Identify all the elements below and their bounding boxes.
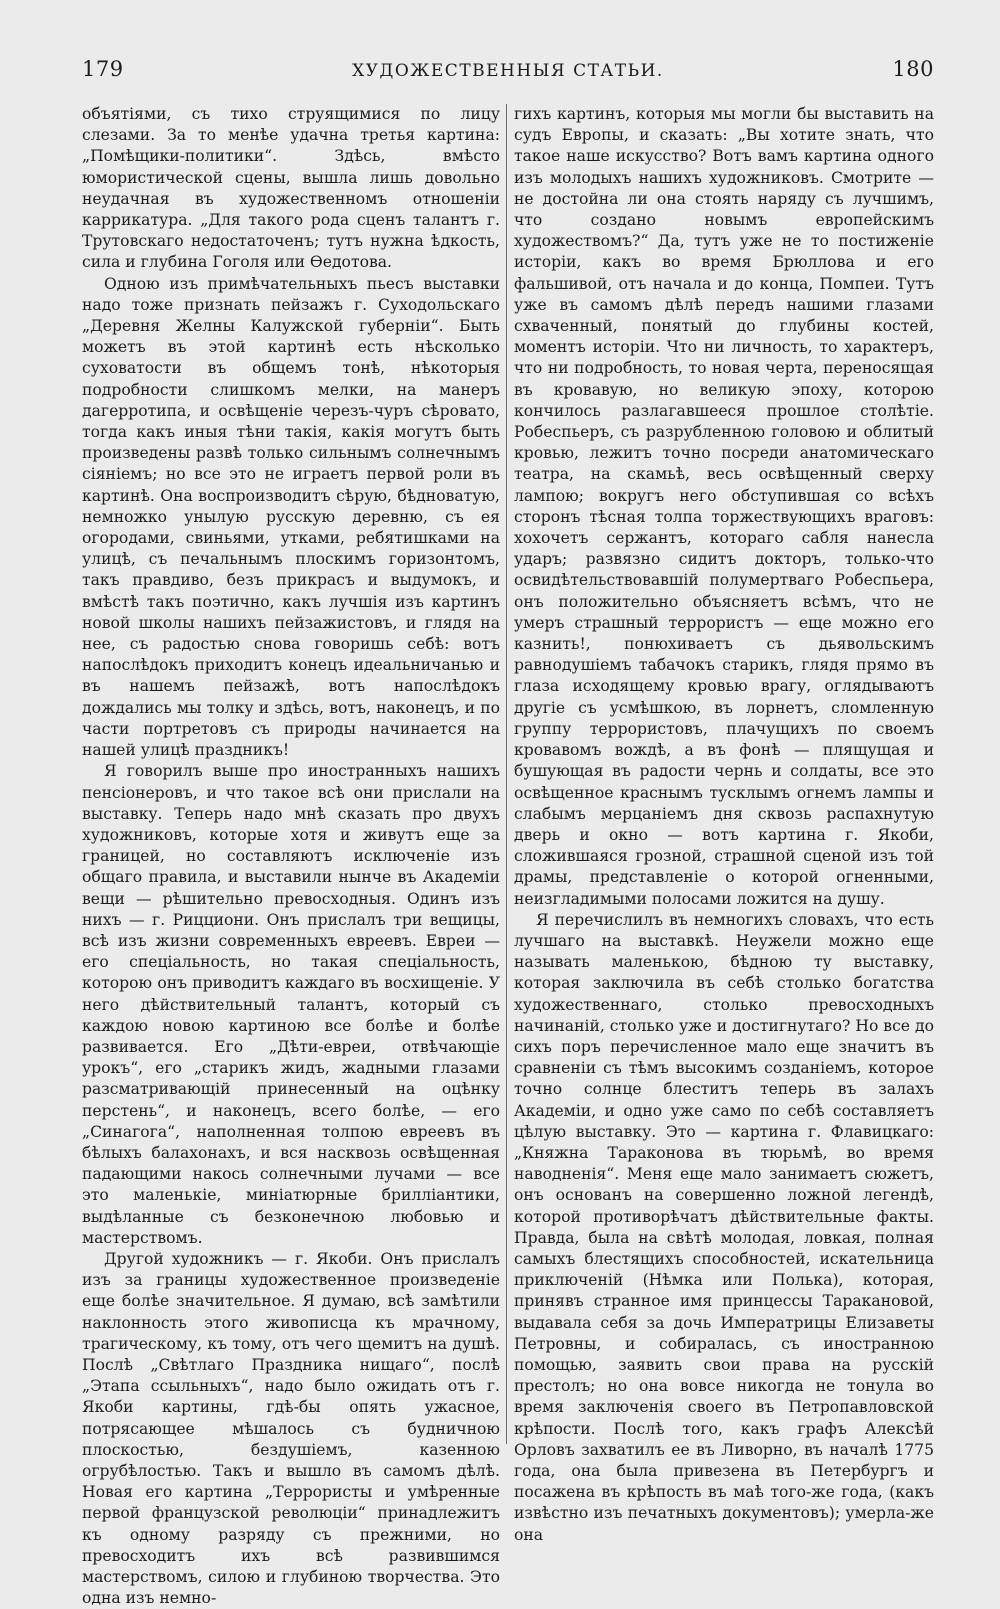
left-column xyxy=(82,104,500,1608)
paragraph: Другой художникъ — г. Якоби. Онъ прислалъ изъ за границы художественное произведеніе еще болѣе значительное. Я думаю, всѣ замѣтили наклонность этого живописца къ мрачному, трагическому, къ тому, отъ чего щемитъ на душѣ. Послѣ „Свѣтлаго Праздника нищаго“, послѣ „Этапа ссыльныхъ“, надо было ожидать отъ г. Якоби картины, гдѣ-бы опять ужасное, потрясающее мѣшалось съ будничною плоскостью, бездушіемъ, казенною огрубѣлостью. Такъ и вышло въ самомъ дѣлѣ. Новая его картина „Террористы и умѣренные первой французской революціи“ принадлежитъ къ одному разряду съ прежними, но превосходитъ ихъ всѣ развившимся мастерствомъ, силою и глубиною творчества. Это одна изъ немно- xyxy=(82,1249,500,1608)
paragraph: объятіями, съ тихо струящимися по лицу слезами. За то менѣе удачна третья картина: „Помѣщики-политики“. Здѣсь, вмѣсто юмористической сцены, вышла лишь довольно неудачная въ художественномъ отношеніи каррикатура. „Для такого рода сценъ талантъ г. Трутовскаго недостаточенъ; тутъ нужна ѣдкость, сила и глубина Гоголя или Ѳедотова. xyxy=(82,105,500,272)
paragraph: Я перечислилъ въ немногихъ словахъ, что есть лучшаго на выставкѣ. Неужели можно еще называть маленькою, бѣдною ту выставку, которая заключила въ себѣ столько богатства художественнаго, столько превосходныхъ начинаній, столько уже и достигнутаго? Но все до сихъ поръ перечисленное мало еще значитъ въ сравненіи съ тѣмъ высокимъ созданіемъ, которое точно солнце блеститъ теперь въ залахъ Академіи, и одно уже само по себѣ составляетъ цѣлую выставку. Это — картина г. Флавицкаго: „Княжна Тараконова въ тюрьмѣ, во время наводненія“. Меня еще мало занимаетъ сюжетъ, онъ основанъ на совершенно ложной легендѣ, которой противорѣчатъ дѣйствительные факты. Правда, была на свѣтѣ молодая, ловкая, полная самыхъ блестящихъ способностей, искательница приключеній (Нѣмка или Полька), которая, принявъ странное имя принцессы Таракановой, выдавала себя за дочь Императрицы Елизаветы Петровны, и собиралась, съ иностранною помощью, заявить свои права на русскій престолъ; но она вовсе никогда не тонула во время заключенія своего въ Петропавловской крѣпости. Послѣ того, какъ графъ Алексѣй Орловъ захватилъ ее въ Ливорно, въ началѣ 1775 года, она была привезена въ Петербургъ и посажена въ крѣпость въ маѣ того-же года, (какъ извѣстно изъ печатныхъ документовъ); умерла-же она xyxy=(514,910,934,1544)
page-header xyxy=(82,56,934,86)
page-number-right: 180 xyxy=(892,57,934,81)
paragraph: Я говорилъ выше про иностранныхъ нашихъ пенсіонеровъ, и что такое всѣ они прислали на выставку. Теперь надо мнѣ сказать про двухъ художниковъ, которые хотя и живутъ еще за границей, но составляютъ исключеніе изъ общаго правила, и выставили нынче въ Академіи вещи — рѣшительно превосходныя. Одинъ изъ нихъ — г. Рицциони. Онъ прислалъ три вещицы, всѣ изъ жизни современныхъ евреевъ. Евреи — его спеціальность, но такая спеціальность, которою онъ приводитъ каждаго въ восхищеніе. У него дѣйствительный талантъ, который съ каждою новою картиною все болѣе и болѣе развивается. Его „Дѣти-евреи, отвѣчающіе урокъ“, его „старикъ жидъ, жадными глазами разсматривающій принесенный на оцѣнку перстень“, и наконецъ, всего болѣе, — его „Синагога“, наполненная толпою евреевъ въ бѣлыхъ балахонахъ, и вся насквозь освѣщенная падающими накось солнечными лучами — все это маленькіе, миніатюрные брилліантики, выдѣланные съ безконечною любовью и мастерствомъ. xyxy=(82,762,500,1247)
running-title: ХУДОЖЕСТВЕННЫЯ СТАТЬИ. xyxy=(352,61,664,81)
paragraph: Одною изъ примѣчательныхъ пьесъ выставки надо тоже признать пейзажъ г. Суходольскаго „Деревня Желны Калужской губерніи“. Быть можетъ въ этой картинѣ есть нѣсколько суховатости въ общемъ тонѣ, нѣкоторыя подробности слишкомъ мелки, на манеръ дагерротипа, и освѣщеніе черезъ-чуръ сѣровато, тогда какъ иныя тѣни такія, какія могутъ быть произведены развѣ только сильнымъ солнечнымъ сіяніемъ; но все это не играетъ первой роли въ картинѣ. Она воспроизводитъ сѣрую, бѣдноватую, немножко унылую русскую деревню, съ ея огородами, свиньями, утками, ребятишками на улицѣ, съ печальнымъ плоскимъ горизонтомъ, такъ правдиво, безъ прикрасъ и выдумокъ, и вмѣстѣ такъ поэтично, какъ лучшія изъ картинъ новой школы нашихъ пейзажистовъ, и глядя на нее, съ радостью снова говоришь себѣ: вотъ напослѣдокъ приходитъ конецъ идеальничанью и въ нашемъ пейзажѣ, вотъ напослѣдокъ дождались мы толку и здѣсь, вотъ, наконецъ, и по части портретовъ съ природы начинается на нашей улицѣ праздникъ! xyxy=(82,274,500,760)
column-divider xyxy=(506,104,507,1444)
page-number-left: 179 xyxy=(82,57,124,81)
right-column xyxy=(514,104,934,1544)
paragraph: гихъ картинъ, которыя мы могли бы выставить на судъ Европы, и сказать: „Вы хотите знать, что такое наше искусство? Вотъ вамъ картина одного изъ молодыхъ нашихъ художниковъ. Смотрите — не достойна ли она стоять наряду съ лучшимъ, что создано новымъ европейскимъ художествомъ?“ Да, тутъ уже не то постиженіе исторіи, какъ во время Брюллова и его фальшивой, отъ начала и до конца, Помпеи. Тутъ уже въ самомъ дѣлѣ передъ нашими глазами схваченный, понятый до глубины костей, моментъ исторіи. Что ни личность, то характеръ, что ни подробность, то новая черта, переносящая въ кровавую, но великую эпоху, которою кончилось разлагавшееся прошлое столѣтіе. Робеспьеръ, съ разрубленною головою и облитый кровью, лежитъ точно посреди анатомическаго театра, на скамьѣ, весь освѣщенный сверху лампою; вокругъ него обступившая со всѣхъ сторонъ тѣсная толпа торжествующихъ враговъ: хохочетъ сержантъ, котораго сабля нанесла ударъ; развязно сидитъ докторъ, только-что освидѣтельствовавшій полумертваго Робеспьера, онъ положительно объясняетъ всѣмъ, что не умеръ страшный террористъ — еще можно его казнить!, понюхиваетъ съ дьявольскимъ равнодушіемъ табачокъ старикъ, глядя прямо въ глаза исходящему кровью врагу, оглядываютъ другіе съ усмѣшкою, въ лорнетъ, сломленную группу террористовъ, плачущихъ по своемъ кровавомъ вождѣ, а въ фонѣ — плящущая и бушующая въ радости чернь и солдаты, все это освѣщенное краснымъ тусклымъ огнемъ лампы и слабымъ мерцаніемъ дня сквозь распахнутую дверь и окно — вотъ картина г. Якоби, сложившаяся грозной, страшной сценой изъ той драмы, представленіе о которой огненными, неизгладимыми полосами ложится на душу. xyxy=(514,105,934,908)
